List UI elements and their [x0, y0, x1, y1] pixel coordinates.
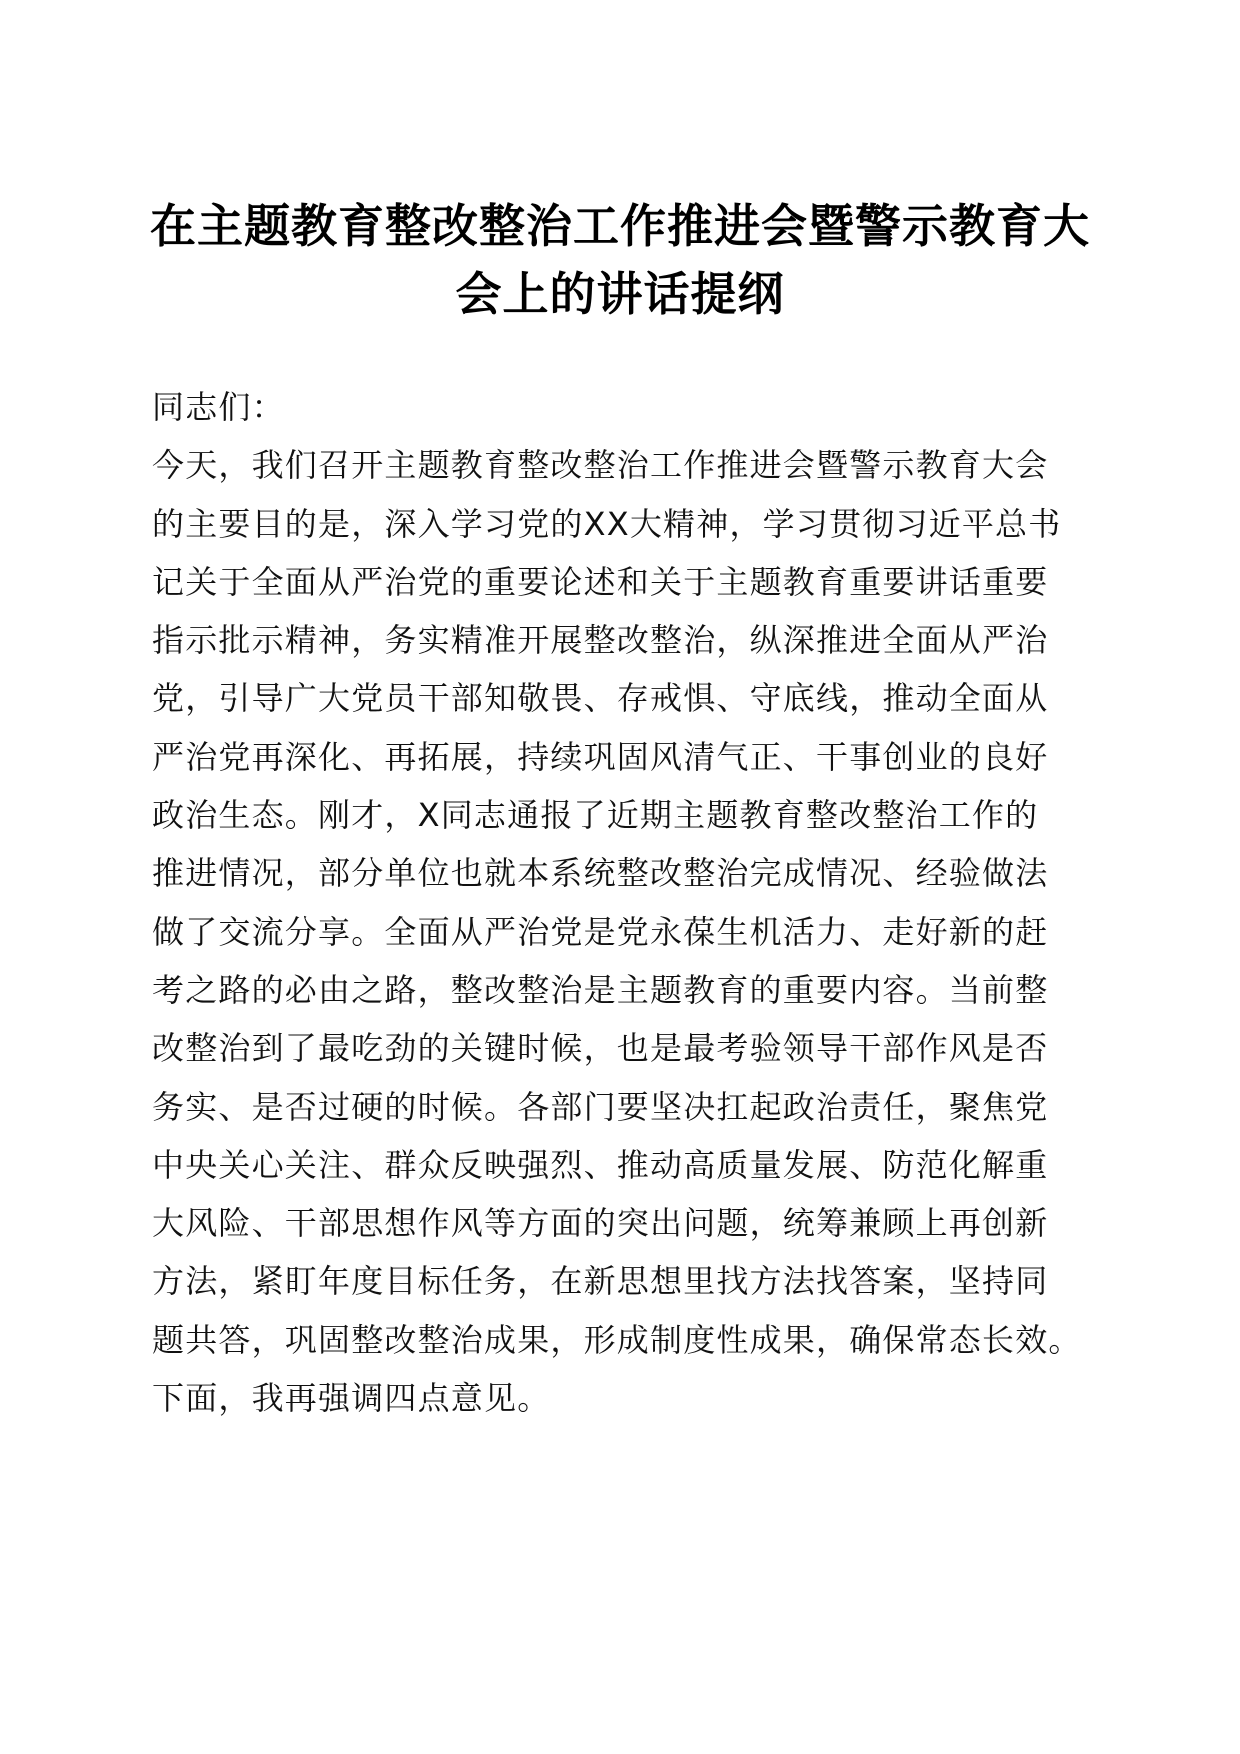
paragraph-line: 下面，我再强调四点意见。 [152, 1379, 551, 1418]
paragraph-line: 题共答，巩固整改整治成果，形成制度性成果，确保常态长效。 [152, 1320, 1082, 1359]
paragraph-line: 推进情况，部分单位也就本系统整改整治完成情况、经验做法 [152, 854, 1049, 893]
paragraph-line: 的主要目的是，深入学习党的XX大精神，学习贯彻习近平总书 [152, 504, 1062, 543]
paragraph-line: 党，引导广大党员干部知敬畏、存戒惧、守底线，推动全面从 [152, 679, 1049, 718]
paragraph-line: 务实、是否过硬的时候。各部门要坚决扛起政治责任，聚焦党 [152, 1087, 1049, 1126]
paragraph-line: 指示批示精神，务实精准开展整改整治，纵深推进全面从严治 [152, 621, 1049, 660]
paragraph-line: 今天，我们召开主题教育整改整治工作推进会暨警示教育大会 [152, 446, 1049, 485]
paragraph-line: 考之路的必由之路，整改整治是主题教育的重要内容。当前整 [152, 970, 1049, 1009]
paragraph-line: 记关于全面从严治党的重要论述和关于主题教育重要讲话重要 [152, 562, 1049, 601]
paragraph-line: 中央关心关注、群众反映强烈、推动高质量发展、防范化解重 [152, 1145, 1049, 1184]
document-body [152, 378, 1082, 1427]
title-line: 在主题教育整改整治工作推进会暨警示教育大 [150, 199, 1090, 253]
paragraph-line: 方法，紧盯年度目标任务，在新思想里找方法找答案，坚持同 [152, 1262, 1049, 1301]
paragraph-line: 改整治到了最吃劲的关键时候，也是最考验领导干部作风是否 [152, 1029, 1049, 1068]
paragraph-line: 严治党再深化、再拓展，持续巩固风清气正、干事创业的良好 [152, 737, 1049, 776]
paragraph-line: 政治生态。刚才，X同志通报了近期主题教育整改整治工作的 [152, 796, 1039, 835]
salutation: 同志们： [152, 388, 285, 426]
paragraph-line: 大风险、干部思想作风等方面的突出问题，统筹兼顾上再创新 [152, 1204, 1049, 1243]
title-line: 会上的讲话提纲 [455, 267, 785, 321]
document-title [140, 192, 1100, 328]
paragraph-line: 做了交流分享。全面从严治党是党永葆生机活力、走好新的赶 [152, 912, 1049, 951]
